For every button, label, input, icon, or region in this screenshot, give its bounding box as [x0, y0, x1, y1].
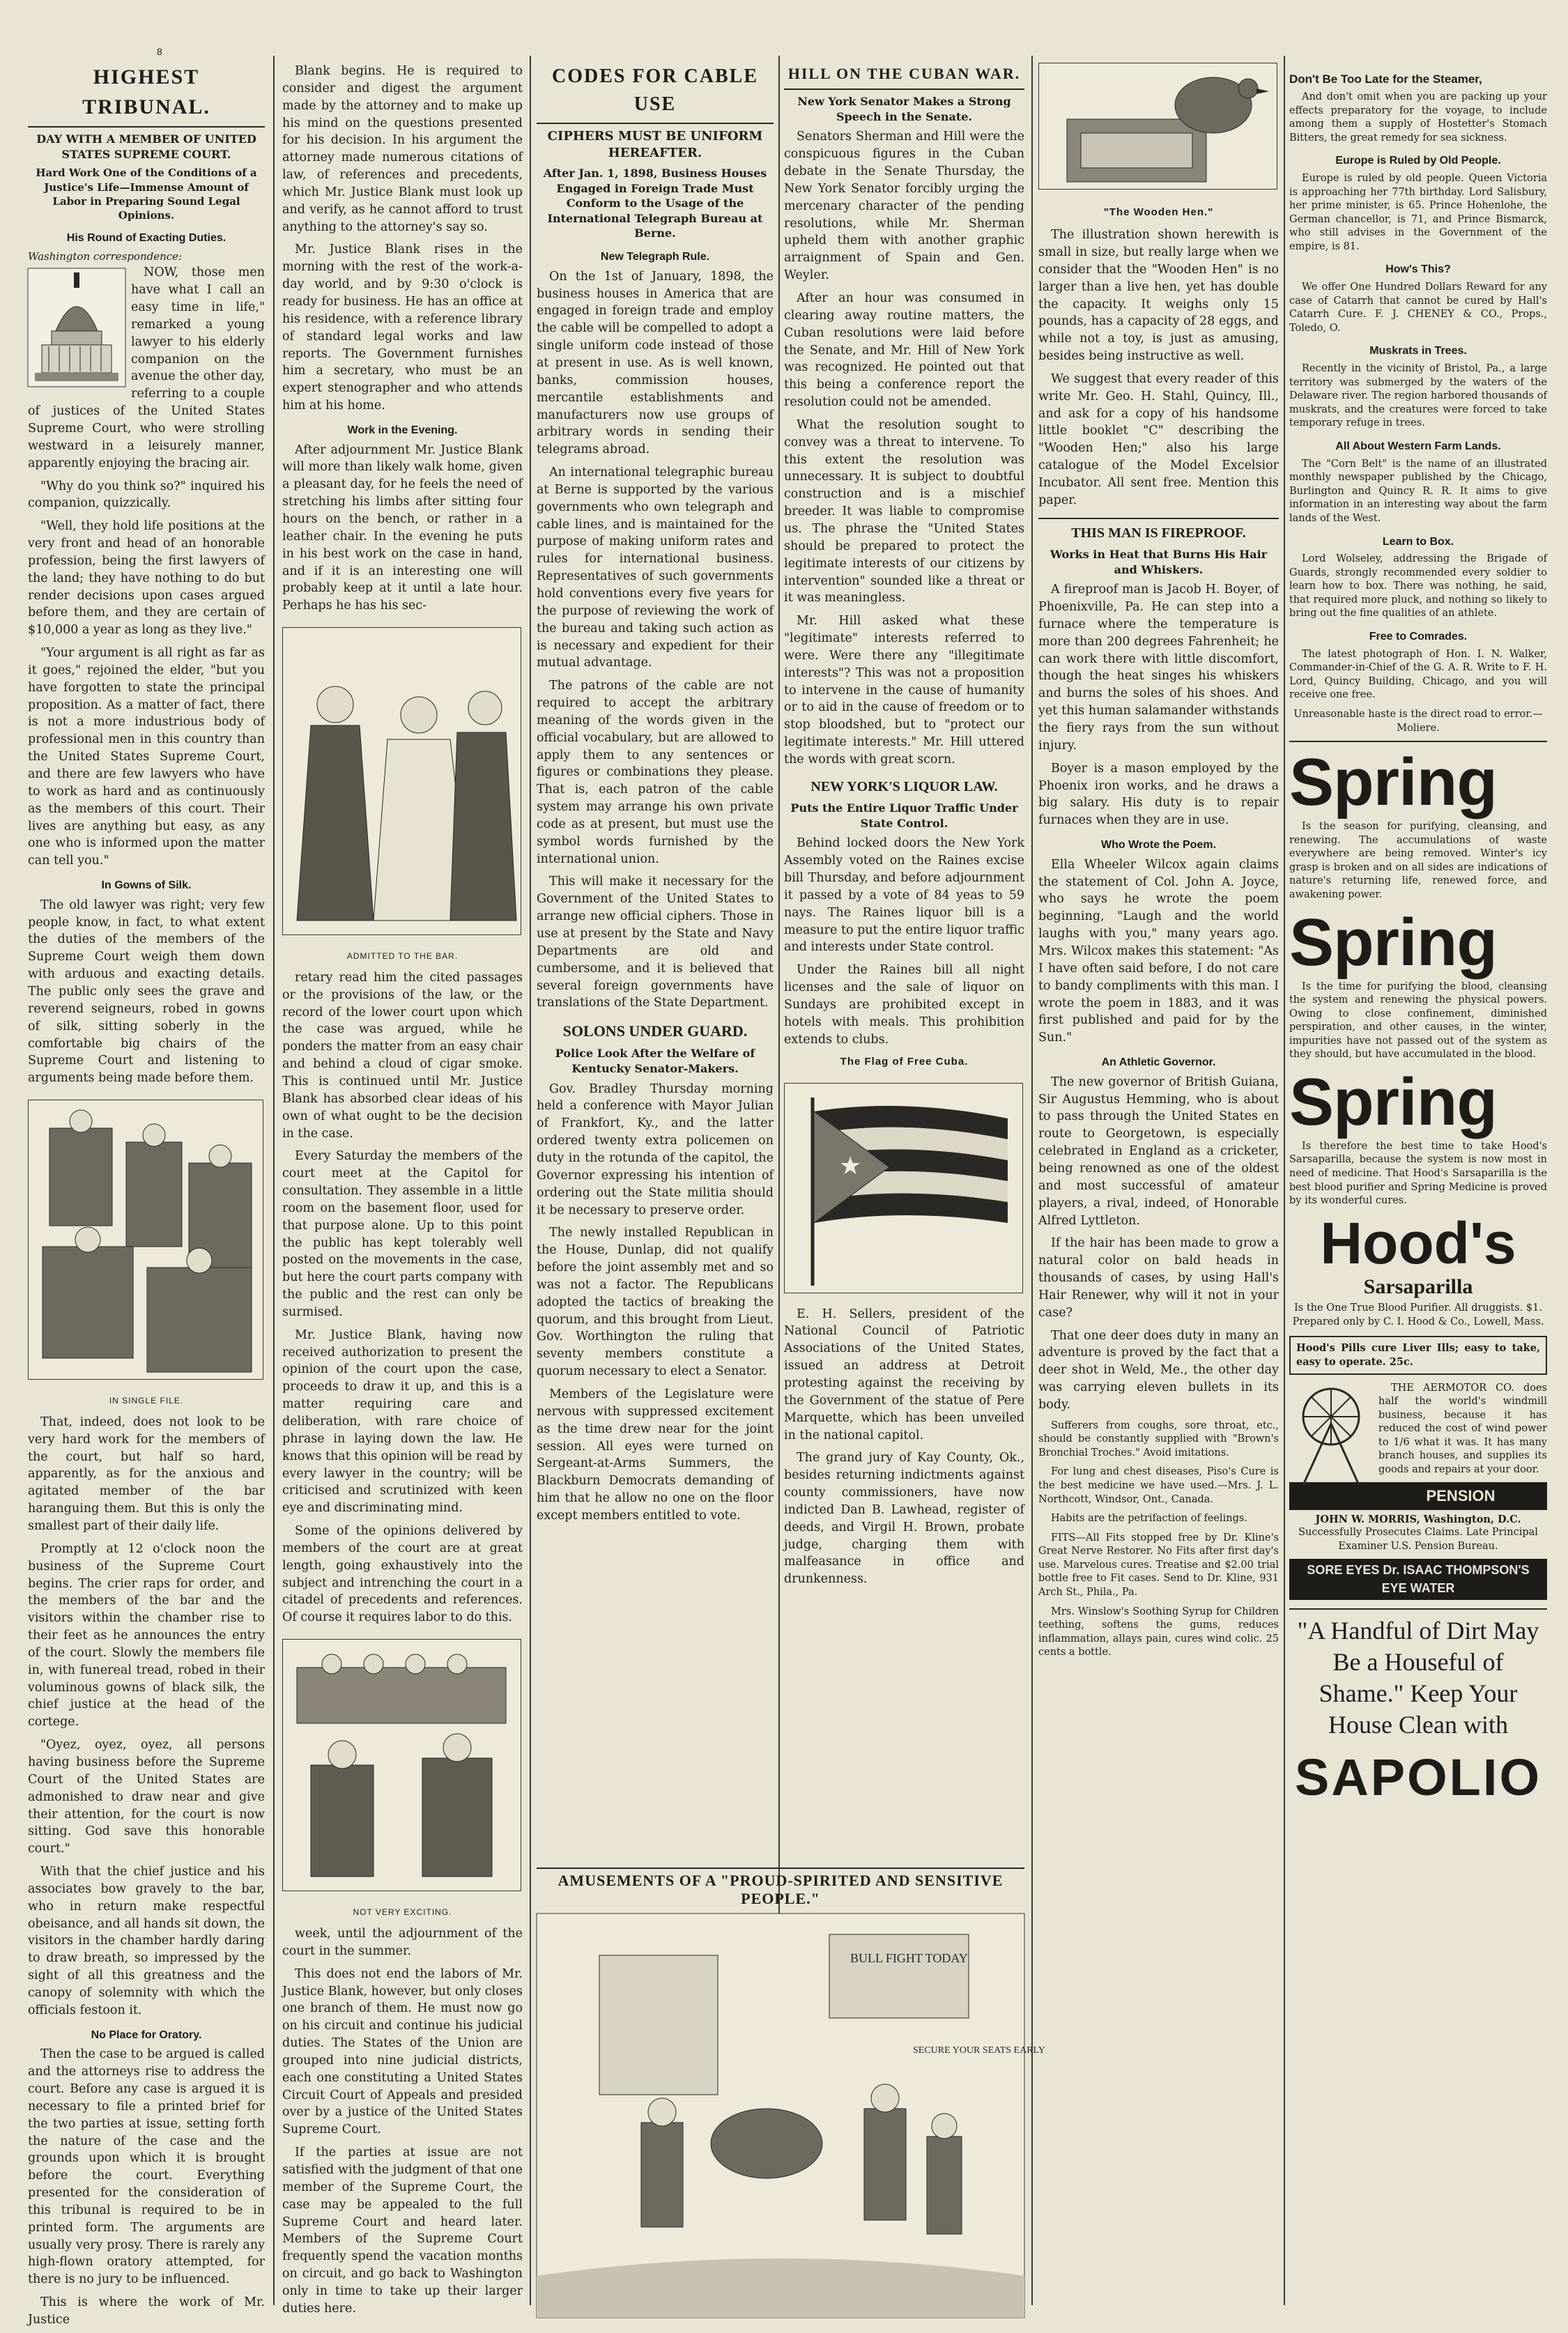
- column-hill-cuban-war: [784, 63, 1024, 1859]
- paragraph: Members of the Legislature were nervous with suppressed excitement as the time drew near for the joint session. All eyes were turned on Sergeant-at-Arms Summers, the Blackburn Democrats demanding of him that he allow no one on the floor except members entitled to vote.: [537, 1387, 774, 1523]
- advertisement-text: Is the time for purifying the blood, cleansing the system and renewing the physical powers. Owing to close confinement, diminished perspiration, and other causes, in the winter, impurities have not passed out of the system as they should, but have accumulated in the blood.: [1289, 980, 1547, 1061]
- column-advertisements: [1289, 63, 1547, 2305]
- column-rule: [530, 56, 531, 2305]
- cuban-flag-illustration: [784, 1083, 1023, 1293]
- section-heading: An Athletic Governor.: [1101, 1056, 1216, 1069]
- page-number: 8: [157, 46, 162, 57]
- advertisement-text: Mrs. Winslow's Soothing Syrup for Children teething, softens the gums, reduces inflammation, allays pain, cures wind colic. 25 cents a bottle.: [1038, 1606, 1279, 1658]
- advertisement-text: Is the season for purifying, cleansing, and renewing. The accumulations of waste everywhere are being removed. Winter's icy grasp is broken and on all sides are indications of nature's returning life, renewed force, and awakening power.: [1289, 821, 1547, 900]
- capitol-dome-illustration: [28, 268, 125, 387]
- illustration-caption: ADMITTED TO THE BAR.: [346, 950, 459, 961]
- paragraph: Senators Sherman and Hill were the conspicuous figures in the Cuban debate in the Senate Thursday, the New York Senator forcibly urging the mercenary character of the pending resolutions, while Mr. Sherman upheld them with another graphic arraignment of Spain and Gen. Weyler.: [784, 130, 1024, 283]
- paragraph: An international telegraphic bureau at Berne is supported by the various governments who own telegraph and cable lines, and is maintained for the purpose of making uniform rates and rules for international business. Representatives of such governments hold conventions every five years for the purpose of reviewing the work of the bureau and taking such action as is necessary and expedient for their mutual advantage.: [537, 465, 774, 670]
- paragraph: The patrons of the cable are not required to accept the arbitrary meaning of the words given in the official vocabulary, but are allowed to apply them to any sentences or figures or combinations they please. That is, each patron of the cable system may arrange his own private code as at present, but must use the symbol words furnished by the international union.: [537, 679, 774, 866]
- cartoon-sign-text: SECURE YOUR SEATS EARLY: [913, 2045, 1045, 2056]
- paragraph: After an hour was consumed in clearing away routine matters, the Cuban resolutions were laid before the Senate, and Mr. Hill of New York was recognized. He pointed out that this being a conference report the resolution could not be amended.: [784, 291, 1024, 410]
- section-heading: New Telegraph Rule.: [600, 251, 710, 263]
- paragraph: What the resolution sought to convey was a threat to intervene. To this extent the resolution was unnecessary. It is subject to doubtful construction and is a mischief breeder. It was liable to compromise us. The phrase the "United States should be prepared to protect the legitimate interests of our citizens by intervention" sounded like a threat or it was meaningless.: [784, 417, 1024, 606]
- advertisement-text: Sufferers from coughs, sore throat, etc., should be constantly supplied with "Brown's Bronchial Troches." Avoid imitations.: [1038, 1419, 1279, 1458]
- sapolio-ad-tagline: "A Handful of Dirt May Be a Houseful of Shame." Keep Your House Clean with: [1297, 1617, 1539, 1739]
- column-tribunal-continued: [282, 63, 523, 2316]
- paragraph: Gov. Bradley Thursday morning held a conference with Mayor Julian of Frankfort, Ky., and the latter ordered twenty extra policemen on duty in the rotunda of the capitol, the Governor expressing his intention of ordering out the State militia should it be necessary to preserve order.: [537, 1081, 774, 1217]
- paragraph: Boyer is a mason employed by the Phoenix iron works, and he draws a big salary. His duty is to repair furnaces when they are in use.: [1038, 761, 1279, 828]
- article-subtitle: CIPHERS MUST BE UNIFORM HEREAFTER.: [547, 128, 763, 160]
- paragraph: After adjournment Mr. Justice Blank will more than likely walk home, given a pleasant day, for he feels the need of stretching his limbs after sitting four hours on the bench, or rather in a leather chair. In the evening he puts in his best work on the case in hand, and if it is an interesting one will probably keep at it until a late hour. Perhaps he has his sec-: [282, 442, 523, 613]
- illustration-caption: "The Wooden Hen.": [1103, 206, 1214, 218]
- paragraph: The old lawyer was right; very few people know, in fact, to what extent the duties of the members of the Supreme Court weigh them down with arduous and exacting details. The public only sees the grave and reverend seigneurs, robed in gowns of silk, sitting soberly in the comfortable big chairs of the Supreme Court and listening to arguments being made before them.: [28, 898, 265, 1086]
- column-wooden-hen-fireproof: [1038, 63, 1279, 2305]
- paragraph: week, until the adjournment of the court in the summer.: [282, 1927, 523, 1958]
- article-title: CODES FOR CABLE USE: [537, 63, 774, 124]
- advertisement-text: Is therefore the best time to take Hood's Sarsaparilla, because the system is now most in need of medicine. That Hood's Sarsaparilla is the best blood purifier and Spring Medicine is proved by its wonderful cures.: [1289, 1140, 1547, 1207]
- paragraph: A fireproof man is Jacob H. Boyer, of Phoenixville, Pa. He can step into a furnace where the temperature is more than 200 degrees Fahrenheit; he can work there with little discomfort, though the heat singes his whiskers and burns the soles of his shoes. And yet this human salamander withstands the fiery rays from the sun without injury.: [1038, 583, 1279, 753]
- article-deck: After Jan. 1, 1898, Business Houses Engaged in Foreign Trade Must Conform to the Usage of the International Telegraph Bureau at Berne.: [543, 167, 767, 240]
- advertisement-text: Habits are the petrifaction of feelings.: [1051, 1513, 1247, 1525]
- column-rule: [1284, 56, 1285, 2305]
- paragraph: With that the chief justice and his associates bow gravely to the bar, who in return make respectful obeisance, and all hands sit down, the visitors in the chamber hardly daring to draw breath, so impressed by the sight of all this greatness and the canopy of solemnity with which the officials festoon it.: [28, 1865, 265, 2017]
- hoods-ad-headline: Hood's: [1320, 1210, 1516, 1276]
- paragraph: retary read him the cited passages or the provisions of the law, or the record of the lower court upon which the case was argued, while he ponders the matter from an easy chair and behind a cloud of cigar smoke. This is continued until Mr. Justice Blank has absorbed clear ideas of his own of what ought to be the decision in the case.: [282, 970, 523, 1141]
- section-heading: Work in the Evening.: [347, 424, 458, 436]
- section-heading: In Gowns of Silk.: [101, 879, 192, 892]
- svg-text:★: ★: [839, 1151, 862, 1180]
- paragraph: Mr. Justice Blank, having now received authorization to present the opinion of the court upon the case, proceeds to draw it up, and this is a matter requiring care and deliberation, with rare choice of phrase in laying down the law. He knows that this opinion will be read by every lawyer in the country; will be criticised and scrutinized with keen eye and discriminating mind.: [282, 1327, 523, 1516]
- column-highest-tribunal: [28, 63, 265, 2327]
- courtroom-illustration: [282, 1639, 521, 1891]
- section-heading: All About Western Farm Lands.: [1335, 440, 1501, 452]
- paragraph: This will make it necessary for the Government of the United States to arrange new official ciphers. Those in use at present by the State and Navy Departments are old and cumbersome, and it is believed that several foreign governments have translations of the State Department.: [537, 875, 774, 1010]
- paragraph: Europe is ruled by old people. Queen Victoria is approaching her 77th birthday. Lord Salisbury, her prime minister, is 65. Prince Hohenlohe, the German chancellor, is 71, and Prince Bismarck, who still advises in the Government of the empire, is 81.: [1289, 173, 1547, 252]
- section-heading: Who Wrote the Poem.: [1100, 839, 1217, 852]
- paragraph: The new governor of British Guiana, Sir Augustus Hemming, who is about to pass through the United States en route to Georgetown, is especially celebrated in England as a cricketer, being renowned as one of the oldest and most successful of amateur players, a rival, indeed, of Honorable Alfred Lyttleton.: [1038, 1075, 1279, 1228]
- paragraph: "Why do you think so?" inquired his companion, quizzically.: [28, 479, 265, 511]
- article-title: HIGHEST TRIBUNAL.: [28, 63, 265, 128]
- paragraph: Unreasonable haste is the direct road to error.—Moliere.: [1293, 709, 1543, 734]
- paragraph: The "Corn Belt" is the name of an illustrated monthly newspaper published by the Chicago, Burlington and Quincy R. R. It aims to give information in an interesting way about the farm lands of the West.: [1289, 458, 1547, 524]
- paragraph: The grand jury of Kay County, Ok., besides returning indictments against county commissioners, have now indicted Dan B. Lawhead, register of deeds, and Virgil H. Brown, probate judge, charging them with malfeasance in office and drunkenness.: [784, 1451, 1024, 1587]
- pension-ad-headline: PENSION: [1289, 1482, 1547, 1509]
- paragraph: "Your argument is all right as far as it goes," rejoined the elder, "but you have forgotten to state the principal proposition. As a matter of fact, there is not a more industrious body of professional men in this country than the United States Supreme Court, and there are few lawyers who have to work as hard and as continuously as the members of this court. Their lives are anything but easy, as any one who is informed upon the matter can tell you.": [28, 646, 265, 868]
- paragraph: Lord Wolseley, addressing the Brigade of Guards, strongly recommended every soldier to learn how to box. There was nothing, he said, that required more pluck, and nothing so likely to bring out the fine qualities of an athlete.: [1289, 553, 1547, 619]
- paragraph: Behind locked doors the New York Assembly voted on the Raines excise bill Thursday, and before adjournment it passed by a vote of 84 yeas to 59 nays. The Raines liquor bill is a measure to put the entire liquor traffic and interests under State control.: [784, 836, 1024, 955]
- justices-procession-illustration: [28, 1100, 263, 1380]
- hoods-pills-ad: Hood's Pills cure Liver Ills; easy to take, easy to operate. 25c.: [1289, 1336, 1547, 1374]
- paragraph: The latest photograph of Hon. I. N. Walker, Commander-in-Chief of the G. A. R. Write to F. H. Lord, Quincy Building, Chicago, and you will receive one free.: [1289, 648, 1547, 701]
- section-heading: Learn to Box.: [1382, 535, 1454, 548]
- section-heading: No Place for Oratory.: [91, 2028, 202, 2041]
- article-deck: Works in Heat that Burns His Hair and Whiskers.: [1050, 548, 1268, 576]
- paragraph: Then the case to be argued is called and the attorneys rise to address the court. Before any case is argued it is necessary to file a printed brief for the two parties at issue, setting forth the nature of the case and the grounds upon which it is brought before the court. Everything presented for the consideration of this tribunal is required to be in printed form. The arguments are usually very prosy. There is rarely any high-flown oratory attempted, for there is no jury to be influenced.: [28, 2047, 265, 2287]
- section-heading: Don't Be Too Late for the Steamer,: [1289, 72, 1482, 86]
- paragraph: If the parties at issue are not satisfied with the judgment of that one member of the Supreme Court, the case may be appealed to the full Supreme Court and heard later. Members of the Supreme Court frequently spend the vacation months on circuit, and go back to Washington only in time to take up their larger duties here.: [282, 2146, 523, 2316]
- article-deck: Puts the Entire Liquor Traffic Under State Control.: [790, 801, 1018, 830]
- aermotor-ad-text: THE AERMOTOR CO. does half the world's windmill business, because it has reduced the cost of wind power to 1/6 what it was. It has many branch houses, and supplies its goods and repairs at your door.: [1378, 1382, 1547, 1475]
- paragraph: The illustration shown herewith is small in size, but really large when we consider that the "Wooden Hen" is no larger than a live hen, yet has double the capacity. It weighs only 15 pounds, has a capacity of 28 eggs, and while not a toy, is just as amusing, besides being instructive as well.: [1038, 228, 1279, 364]
- article-deck: Hard Work One of the Conditions of a Justice's Life—Immense Amount of Labor in Preparing Sound Legal Opinions.: [36, 167, 257, 222]
- paragraph: "Oyez, oyez, oyez, all persons having business before the Supreme Court of the United States are admonished to draw near and give their attention, for the court is now sitting. God save this honorable court.": [28, 1738, 265, 1856]
- sapolio-ad-brand: SAPOLIO: [1294, 1748, 1542, 1807]
- illustration-caption: The Flag of Free Cuba.: [840, 1055, 969, 1068]
- paragraph: Promptly at 12 o'clock noon the business of the Supreme Court begins. The crier raps for order, and the members of the bar and the visitors within the chamber rise to their feet as he announces the entry of the court. Slowly the members file in, with funereal tread, robed in their voluminous gowns of black silk, the chief justice at the head of the cortege.: [28, 1541, 265, 1730]
- paragraph: Every Saturday the members of the court meet at the Capitol for consultation. They assemble in a little room on the basement floor, used for that purpose alone. Up to this point the public has kept tolerably well posted on the movements in the case, but here the court parts company with the public and the rest can only be surmised.: [282, 1149, 523, 1319]
- spring-ad-headline: Spring: [1289, 1064, 1497, 1139]
- paragraph: That, indeed, does not look to be very hard work for the members of the court, but half so hard, apparently, as for the anxious and agitated member of the bar haranguing them. But this is only the smallest part of their daily life.: [28, 1415, 265, 1534]
- sarsaparilla-headline: Sarsaparilla: [1363, 1275, 1473, 1298]
- cartoon-sign-text: BULL FIGHT TODAY: [850, 1951, 968, 1965]
- amusements-cartoon: [537, 1868, 1045, 2305]
- paragraph: Recently in the vicinity of Bristol, Pa., a large territory was submerged by the waters of the Delaware river. The region harbored thousands of muskrats, and the creatures were forced to take temporary refuge in trees.: [1289, 363, 1547, 429]
- paragraph: "Well, they hold life positions at the very front and head of an honorable profession, being the first lawyers of the land; they have nothing to do but render decisions upon cases argued before them, and they are certain of $10,000 a year as long as they live.": [28, 519, 265, 638]
- paragraph: Mr. Hill asked what these "legitimate" interests referred to were. Were there any "illegitimate interests"? This was not a proposition to intervene in the cause of humanity or to aid in the cause of freedom or to stop bloodshed, but to "protect our legitimate interests." Mr. Hill uttered the words with great scorn.: [784, 614, 1024, 767]
- column-rule: [273, 56, 275, 2305]
- illustration-caption: NOT VERY EXCITING.: [353, 1907, 452, 1917]
- admitted-to-bar-illustration: [282, 627, 521, 935]
- article-title: SOLONS UNDER GUARD.: [562, 1022, 748, 1040]
- paragraph: On the 1st of January, 1898, the business houses in America that are engaged in foreign trade and employ the cable will be compelled to adopt a single uniform code instead of those at present in use. As is well known, banks, commission houses, mercantile establishments and manufacturers now use groups of arbitrary words in sending their telegrams abroad.: [537, 269, 774, 457]
- section-heading: Muskrats in Trees.: [1369, 345, 1467, 357]
- paragraph: NOW, those men have what I call an easy time in life," remarked a young lawyer to his elderly companion on the avenue the other day, referring to a couple of justices of the United States Supreme Court, who were strolling westward in a leisurely manner, apparently enjoying the bracing air.: [28, 265, 265, 470]
- bullfight-cartoon-illustration: [537, 1914, 1045, 2318]
- paragraph: This does not end the labors of Mr. Justice Blank, however, but only closes one branch of them. He must now go on his circuit and continue his judicial duties. The States of the Union are grouped into nine judicial districts, each one constituting a United States Circuit Court of Appeals and presided over by a justice of the United States Supreme Court.: [282, 1966, 523, 2137]
- paragraph: We suggest that every reader of this write Mr. Geo. H. Stahl, Quincy, Ill., and ask for a copy of his handsome little booklet "C" describing the "Wooden Hen;" also his large catalogue of the Model Excelsior Incubator. All sent free. Mention this paper.: [1038, 371, 1279, 507]
- spring-ad-headline: Spring: [1289, 745, 1497, 820]
- article-deck: New York Senator Makes a Strong Speech in the Senate.: [797, 95, 1011, 123]
- cartoon-title: AMUSEMENTS OF A "PROUD-SPIRITED AND SENSITIVE PEOPLE.": [558, 1872, 1004, 1907]
- paragraph: We offer One Hundred Dollars Reward for any case of Catarrh that cannot be cured by Hall's Catarrh Cure. F. J. CHENEY & CO., Props., Toledo, O.: [1289, 282, 1547, 334]
- section-heading: How's This?: [1385, 263, 1451, 276]
- paragraph: This is where the work of Mr. Justice: [28, 2295, 265, 2327]
- pension-ad-name: JOHN W. MORRIS, Washington, D.C.: [1315, 1513, 1521, 1525]
- advertisement-text: Is the One True Blood Purifier. All druggists. $1. Prepared only by C. I. Hood & Co., Lowell, Mass.: [1292, 1302, 1544, 1327]
- paragraph: That one deer does duty in many an adventure is proved by the fact that a deer shot in Weld, Me., the other day was carrying eleven bullets in its body.: [1038, 1328, 1279, 1412]
- illustration-caption: IN SINGLE FILE.: [109, 1395, 184, 1406]
- article-deck: Police Look After the Welfare of Kentucky Senator-Makers.: [555, 1047, 755, 1076]
- paragraph: Mr. Justice Blank rises in the morning with the rest of the work-a-day world, and by 9:30 o'clock is ready for business. He has an office at his residence, with a reference library of standard legal works and law reports. The Government furnishes him a secretary, who must be an expert stenographer and who attends him at his home.: [282, 242, 523, 413]
- advertisement-text: FITS—All Fits stopped free by Dr. Kline's Great Nerve Restorer. No Fits after first day's use. Marvelous cures. Treatise and $2.00 trial bottle free to Fit cases. Send to Dr. Kline, 931 Arch St., Phila., Pa.: [1038, 1532, 1279, 1598]
- paragraph: Blank begins. He is required to consider and digest the argument made by the attorney and to make up his mind on the questions presented for his decision. In his argument the attorney made numerous citations of law, of references and precedents, which Mr. Justice Blank must look up and verify, as he cannot afford to trust anything to the attorney's say so.: [282, 64, 523, 234]
- pension-ad-text: Successfully Prosecutes Claims. Late Principal Examiner U.S. Pension Bureau.: [1298, 1527, 1538, 1552]
- paragraph: The newly installed Republican in the House, Dunlap, did not qualify before the joint assembly met and so was not a factor. The Republicans adopted the tactics of breaking the quorum, and this brought from Lieut. Gov. Worthington the ruling that seventy members constitute a quorum necessary to elect a Senator.: [537, 1226, 774, 1379]
- paragraph: E. H. Sellers, president of the National Council of Patriotic Associations of the United States, issued an address at Detroit protesting against the receiving by the Government of the statue of Pere Marquette, which has been unveiled in the national capitol.: [784, 1307, 1024, 1442]
- paragraph: Ella Wheeler Wilcox again claims the statement of Col. John A. Joyce, who says he wrote the poem beginning, "Laugh and the world laughs with you," many years ago. Mrs. Wilcox makes this statement: "As I have often said before, I do not care to bandy compliments with this man. I wrote the poem in 1883, and it was first published and paid for by the Sun.": [1038, 857, 1279, 1045]
- dateline: Washington correspondence:: [28, 250, 183, 263]
- paragraph: If the hair has been made to grow a natural color on bald heads in thousands of cases, by using Hall's Hair Renewer, why will it not in your case?: [1038, 1236, 1279, 1320]
- article-title: HILL ON THE CUBAN WAR.: [784, 63, 1024, 90]
- eye-water-ad: SORE EYES Dr. ISAAC THOMPSON'S EYE WATER: [1289, 1559, 1547, 1600]
- column-codes-cable: [537, 63, 774, 1859]
- windmill-illustration: [1289, 1382, 1373, 1486]
- article-title: NEW YORK'S LIQUOR LAW.: [810, 778, 998, 794]
- section-heading: His Round of Exacting Duties.: [66, 232, 226, 245]
- article-title: THIS MAN IS FIREPROOF.: [1038, 518, 1279, 543]
- advertisement-text: For lung and chest diseases, Piso's Cure is the best medicine we have used.—Mrs. J. L. Northcott, Windsor, Ont., Canada.: [1038, 1466, 1279, 1505]
- paragraph: And don't omit when you are packing up your effects preparatory for the voyage, to include among them a supply of Hostetter's Stomach Bitters, the great remedy for sea sickness.: [1289, 91, 1547, 144]
- paragraph: Some of the opinions delivered by members of the court are at great length, going exhaustively into the subject and intrenching the court in a citadel of precedents and references. Of course it requires labor to do this.: [282, 1524, 523, 1625]
- section-heading: Free to Comrades.: [1369, 631, 1468, 643]
- article-subtitle: DAY WITH A MEMBER OF UNITED STATES SUPREME COURT.: [36, 132, 256, 161]
- paragraph: Under the Raines bill all night licenses and the sale of liquor on Sundays are prohibited except in hotels with meals. This prohibition extends to clubs.: [784, 963, 1024, 1047]
- wooden-hen-incubator-illustration: [1038, 63, 1277, 190]
- section-heading: Europe is Ruled by Old People.: [1335, 155, 1501, 167]
- column-rule: [1031, 56, 1033, 2305]
- spring-ad-headline: Spring: [1289, 904, 1497, 980]
